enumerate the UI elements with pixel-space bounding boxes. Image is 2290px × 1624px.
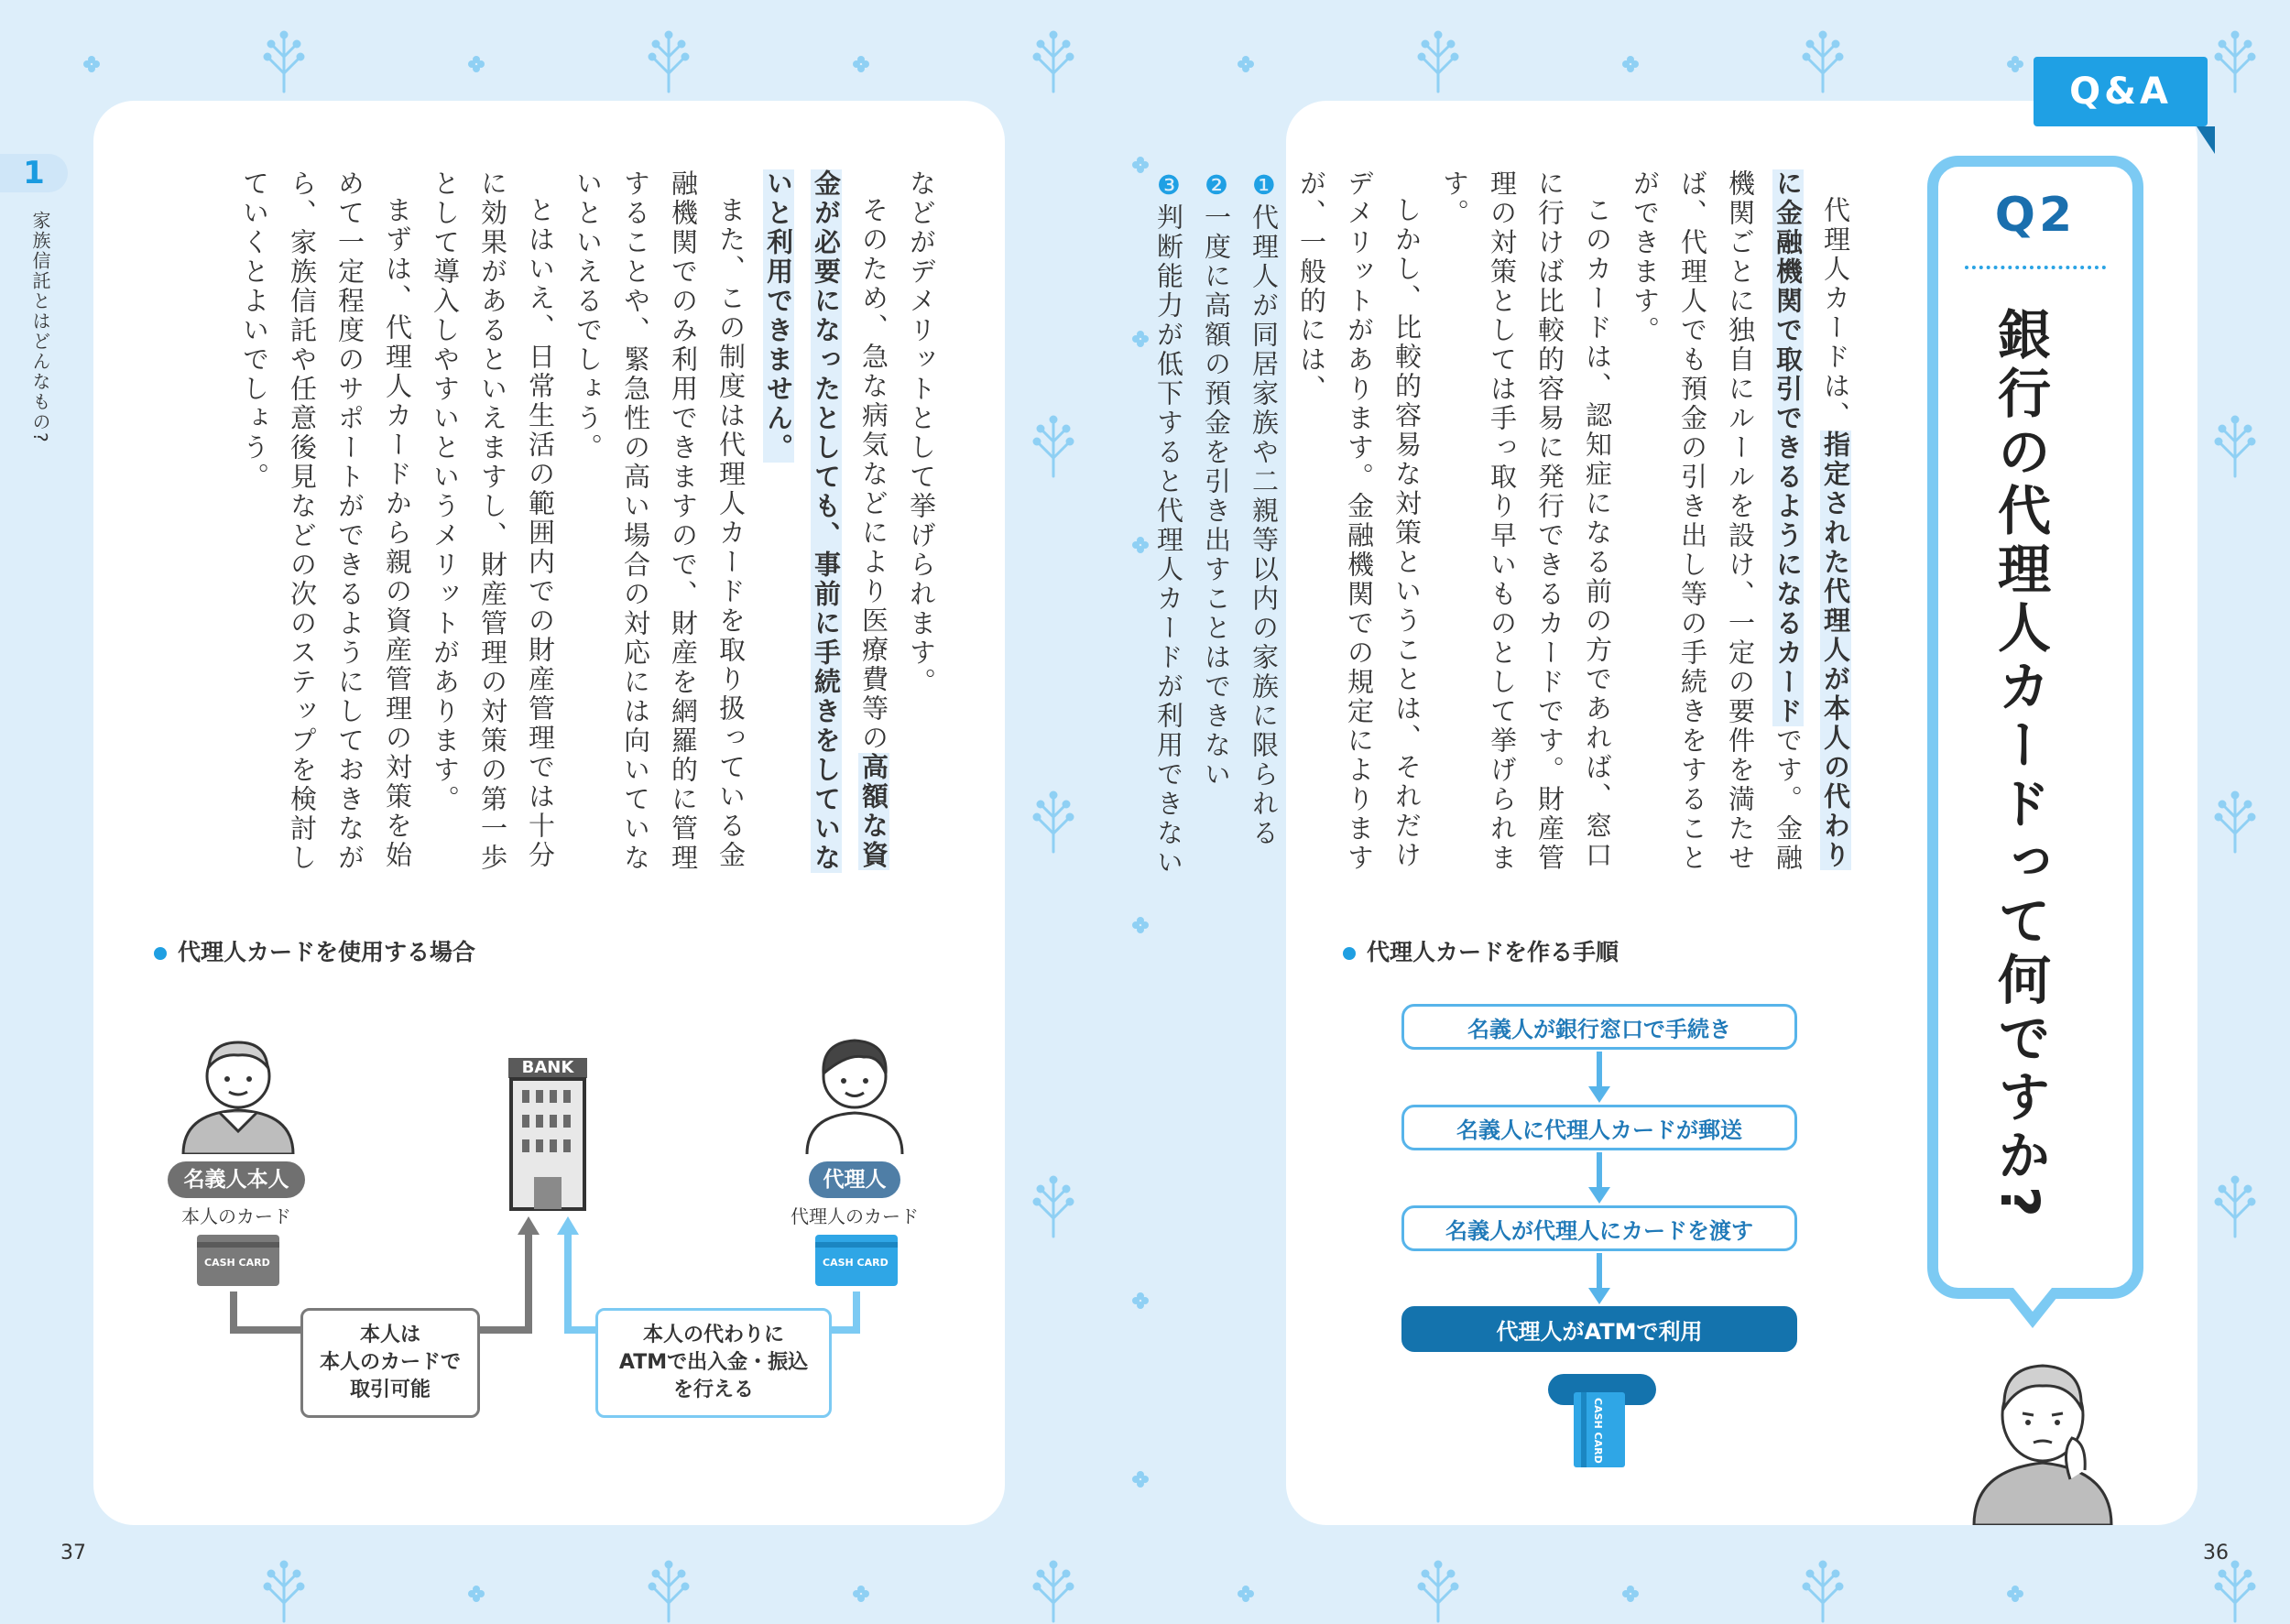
caption-text: 代理人カードを使用する場合 bbox=[178, 939, 476, 965]
chapter-title: 家族信託とはどんなもの? bbox=[29, 211, 51, 444]
agent-card-label: 代理人のカード bbox=[791, 1205, 919, 1227]
box-line: 本人の代わりに bbox=[642, 1324, 784, 1346]
body-paragraph: まずは、代理人カードから親の資産管理の対策を始めて一定程度のサポートができるようにしておきながら、家族信託や任意後見などの次のステップを検討していくとよいでしょう。 bbox=[239, 169, 413, 873]
box-line: 本人は bbox=[359, 1324, 420, 1346]
procedure-step-3: 名義人が代理人にカードを渡す bbox=[1401, 1205, 1797, 1251]
caption-text: 代理人カードを作る手順 bbox=[1367, 939, 1619, 965]
body-emphasis: 指定された代理人が本人の代わりに金融機関で取引できるようになるカード bbox=[1772, 169, 1851, 870]
question-number: Q2 bbox=[1994, 188, 2077, 243]
list-marker: ❷ bbox=[1201, 169, 1232, 203]
question-box-pointer bbox=[2001, 1288, 2065, 1332]
body-paragraph: などがデメリットとして挙げられます。 bbox=[906, 169, 937, 697]
body-paragraph: このカードは、認知症になる前の方であれば、窓口に行けば比較的容易に発行できるカードです。財産管理の対策としては手っ取り早いものとして挙げられます。 bbox=[1439, 169, 1613, 873]
principal-label: 名義人本人 bbox=[168, 1161, 305, 1198]
box-line: を行える bbox=[672, 1379, 754, 1401]
left-page-body bbox=[239, 169, 945, 884]
body-paragraph: また、この制度は代理人カードを取り扱っている金融機関でのみ利用できますので、財産を網羅的に管理することや、緊急性の高い場合の対応には向いていないといえるでしょう。 bbox=[572, 169, 747, 873]
principal-card-label: 本人のカード bbox=[181, 1205, 291, 1227]
body-text: そのため、急な病気などにより医療費等の bbox=[858, 196, 889, 753]
principal-person-illustration bbox=[174, 1026, 302, 1154]
body-paragraph: しかし、比較的容易な対策ということは、それだけデメリットがあります。金融機関での規定によりますが、一般的には、 bbox=[1296, 169, 1423, 873]
body-paragraph bbox=[1621, 169, 1859, 884]
list-item bbox=[1193, 169, 1240, 884]
page-number-right: 36 bbox=[2203, 1542, 2229, 1564]
question-title: 銀行の代理人カードって何ですか? bbox=[1989, 307, 2051, 1223]
bullet-dot bbox=[1343, 947, 1356, 960]
card-text: CASH CARD bbox=[823, 1257, 889, 1269]
procedure-step-2: 名義人に代理人カードが郵送 bbox=[1401, 1105, 1797, 1150]
agent-person-illustration bbox=[791, 1026, 919, 1154]
procedure-step-4: 代理人がATMで利用 bbox=[1401, 1306, 1797, 1352]
qa-tab-fold bbox=[2197, 126, 2215, 154]
body-paragraph: とはいえ、日常生活の範囲内での財産管理では十分に効果があるといえますし、財産管理の対策の第一歩として導入しやすいというメリットがあります。 bbox=[430, 169, 556, 873]
question-divider bbox=[1965, 266, 2106, 269]
list-marker: ❸ bbox=[1153, 169, 1184, 203]
list-text: 一度に高額の預金を引き出すことはできない bbox=[1201, 203, 1232, 790]
list-item bbox=[1145, 169, 1193, 884]
body-text: です。金融機関ごとに独自にルールを設け、一定の要件を満たせば、代理人でも預金の引き出し等の手続きをすることができます。 bbox=[1630, 169, 1804, 873]
body-paragraph bbox=[755, 169, 898, 884]
chapter-number: 1 bbox=[0, 154, 68, 192]
box-line: ATMで出入金・振込 bbox=[618, 1351, 809, 1374]
atm-inserted-card bbox=[1574, 1392, 1625, 1467]
box-line: 本人のカードで bbox=[319, 1351, 461, 1374]
worried-person-illustration bbox=[1969, 1342, 2116, 1525]
agent-label: 代理人 bbox=[809, 1161, 900, 1198]
bullet-dot bbox=[154, 947, 167, 960]
list-item bbox=[1240, 169, 1288, 884]
right-page-body bbox=[1153, 169, 1859, 884]
page-number-left: 37 bbox=[60, 1542, 86, 1564]
qa-tab: Q&A bbox=[2034, 57, 2208, 126]
card-stripe bbox=[1581, 1392, 1587, 1467]
body-emphasis: 高額な資金が必要になったとしても、事前に手続きをしていないと利用できません。 bbox=[763, 169, 889, 873]
bank-sign: BANK bbox=[508, 1058, 587, 1078]
agent-explanation-box bbox=[595, 1308, 832, 1418]
list-text: 代理人が同居家族や二親等以内の家族に限られる bbox=[1249, 203, 1280, 848]
right-diagram-caption bbox=[1343, 934, 1619, 967]
card-text: CASH CARD bbox=[204, 1257, 270, 1269]
card-text: CASH CARD bbox=[1592, 1398, 1604, 1464]
principal-explanation-box bbox=[300, 1308, 480, 1418]
procedure-step-1: 名義人が銀行窓口で手続き bbox=[1401, 1004, 1797, 1050]
list-marker: ❶ bbox=[1249, 169, 1280, 203]
list-text: 判断能力が低下すると代理人カードが利用できない bbox=[1153, 203, 1184, 877]
body-text: 代理人カードは、 bbox=[1820, 196, 1851, 431]
left-diagram-connectors bbox=[92, 1191, 1008, 1557]
box-line: 取引可能 bbox=[349, 1379, 431, 1401]
procedure-arrows bbox=[1581, 1050, 1618, 1361]
left-diagram-caption bbox=[154, 934, 475, 967]
